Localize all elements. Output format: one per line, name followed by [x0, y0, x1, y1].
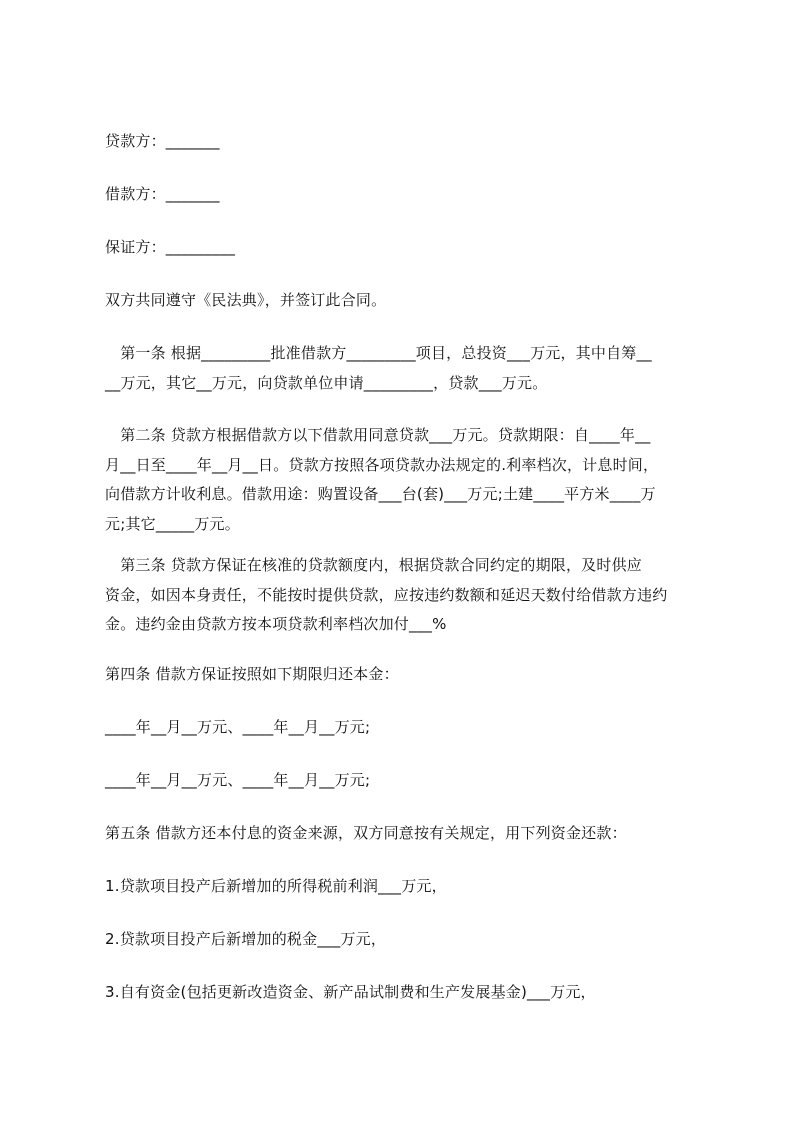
borrower-line: 借款方：_______ [105, 185, 220, 203]
guarantor-line: 保证方：_________ [105, 238, 236, 256]
article-3-line: 第三条 贷款方保证在核准的贷款额度内，根据贷款合同约定的期限，及时供应 [105, 556, 642, 574]
lender-line: 贷款方：_______ [105, 132, 220, 150]
funding-source-item: 2.贷款项目投产后新增加的税金___万元， [105, 930, 387, 948]
article-2 [105, 421, 703, 539]
article-4-heading: 第四条 借款方保证按照如下期限归还本金： [105, 665, 399, 683]
repayment-schedule-row: ____年__月__万元、____年__月__万元; [105, 771, 371, 789]
article-1-line: 第一条 根据_________批准借款方_________项目，总投资___万元，其中自筹__ [105, 344, 652, 362]
article-1 [105, 339, 703, 398]
article-3 [105, 551, 703, 640]
article-2-line: 第二条 贷款方根据借款方以下借款用同意贷款___万元。贷款期限：自____年__ [105, 426, 651, 444]
funding-source-item: 1.贷款项目投产后新增加的所得税前利润___万元， [105, 877, 447, 895]
article-3-line: 金。违约金由贷款方按本项贷款利率档次加付___% [105, 615, 447, 633]
funding-source-item: 3.自有资金(包括更新改造资金、新产品试制费和生产发展基金)___万元， [105, 983, 596, 1001]
article-2-line: 月__日至____年__月__日。贷款方按照各项贷款办法规定的.利率档次，计息时间， [105, 455, 659, 474]
article-1-line: __万元，其它__万元，向贷款单位申请_________，贷款___万元。 [105, 373, 548, 392]
article-2-line: 元;其它_____万元。 [105, 514, 240, 533]
article-2-line: 向借款方计收利息。借款用途：购置设备___台(套)___万元;土建____平方米____万 [105, 485, 656, 503]
repayment-schedule-row: ____年__月__万元、____年__月__万元; [105, 718, 371, 736]
article-3-line: 资金，如因本身责任，不能按时提供贷款，应按违约数额和延迟天数付给借款方违约 [105, 585, 668, 604]
preamble: 双方共同遵守《民法典》，并签订此合同。 [105, 291, 387, 309]
article-5-heading: 第五条 借款方还本付息的资金来源，双方同意按有关规定，用下列资金还款： [105, 824, 627, 842]
